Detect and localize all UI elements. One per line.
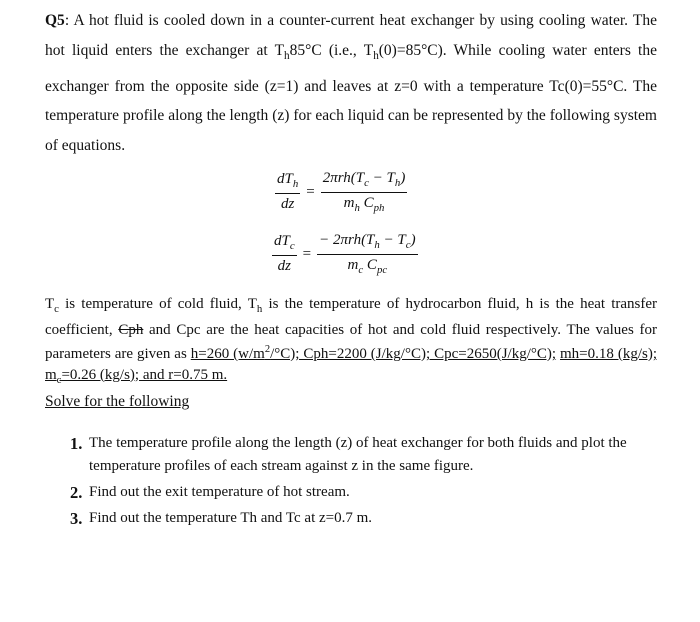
question-number: Q5: [45, 12, 65, 29]
list-item: [70, 432, 660, 478]
list-item: [70, 507, 660, 530]
eq2-lhs: $\frac{dT_c}{dz}$: [274, 233, 295, 274]
eq1-rhs: $\frac{2\pi rh(T_c - T_h)}{m_h C_{ph}}$: [322, 170, 406, 214]
solve-heading: Solve for the following: [45, 393, 190, 410]
equation-hot-stream: $\frac{dT_h}{dz}$ = $\frac{2\pi rh(T_c - T_h)}{m_h C_{ph}}$: [277, 170, 406, 214]
task-text: Find out the temperature Th and Tc at z=0.7 m.: [89, 510, 373, 526]
eq2-rhs: $\frac{- 2\pi rh(T_h - T_c)}{m_c C_{pc}}$: [319, 232, 416, 276]
struck-cph: Cph: [118, 321, 144, 338]
task-text: Find out the exit temperature of hot stream.: [89, 484, 350, 500]
equation-cold-stream: $\frac{dT_c}{dz}$ = $\frac{- 2\pi rh(T_h - T_c)}{m_c C_{pc}}$: [274, 232, 416, 276]
eq1-lhs: $\frac{dT_h}{dz}$: [277, 171, 299, 212]
parameter-values-line1: h=260 $(w/m^2/^\circ C)$; Cph=2200 (J/kg/°C); Cpc=2650(J/kg/°C);: [190, 344, 557, 362]
list-item: [70, 481, 660, 504]
task-number: 2.: [70, 483, 83, 502]
task-number: 3.: [70, 509, 83, 528]
problem-statement: Q5: A hot fluid is cooled down in a counter-current heat exchanger by using cooling water. The hot liquid enters the exchanger at $T_h85^\circ C$ (i.e., $T_h(0)=85^\circ C$). While cooling water enters the exchanger from the opposite side (z=1) and leaves at z=0 with a temperature Tc(0)=55°C. The temperature profile along the length (z) for each liquid can be represented by the following system of equations.: [45, 12, 657, 154]
parameter-definitions: $T_c$ is temperature of cold fluid, $T_h$ is the temperature of hydrocarbon fluid, h is the heat transfer coefficient, Cph and Cpc are the heat capacities of hot and cold fluid respectively. The values for parameters are given as h=260 $(w/m^2/^\circ C)$; Cph=2200 (J/kg/°C); Cpc=2650(J/kg/°C); mh=0.18 (kg/s); $m_c=0.26$ (kg/s); and r=0.75 m.: [45, 296, 658, 386]
parameter-values-line2: mh=0.18 (kg/s); $m_c=0.26$ (kg/s); and r=0.75 m.: [45, 346, 657, 386]
task-list: [70, 432, 660, 533]
task-number: 1.: [70, 434, 83, 453]
task-text: The temperature profile along the length (z) of heat exchanger for both fluids and plot the temperature profiles of each stream against z in the same figure.: [89, 435, 627, 474]
